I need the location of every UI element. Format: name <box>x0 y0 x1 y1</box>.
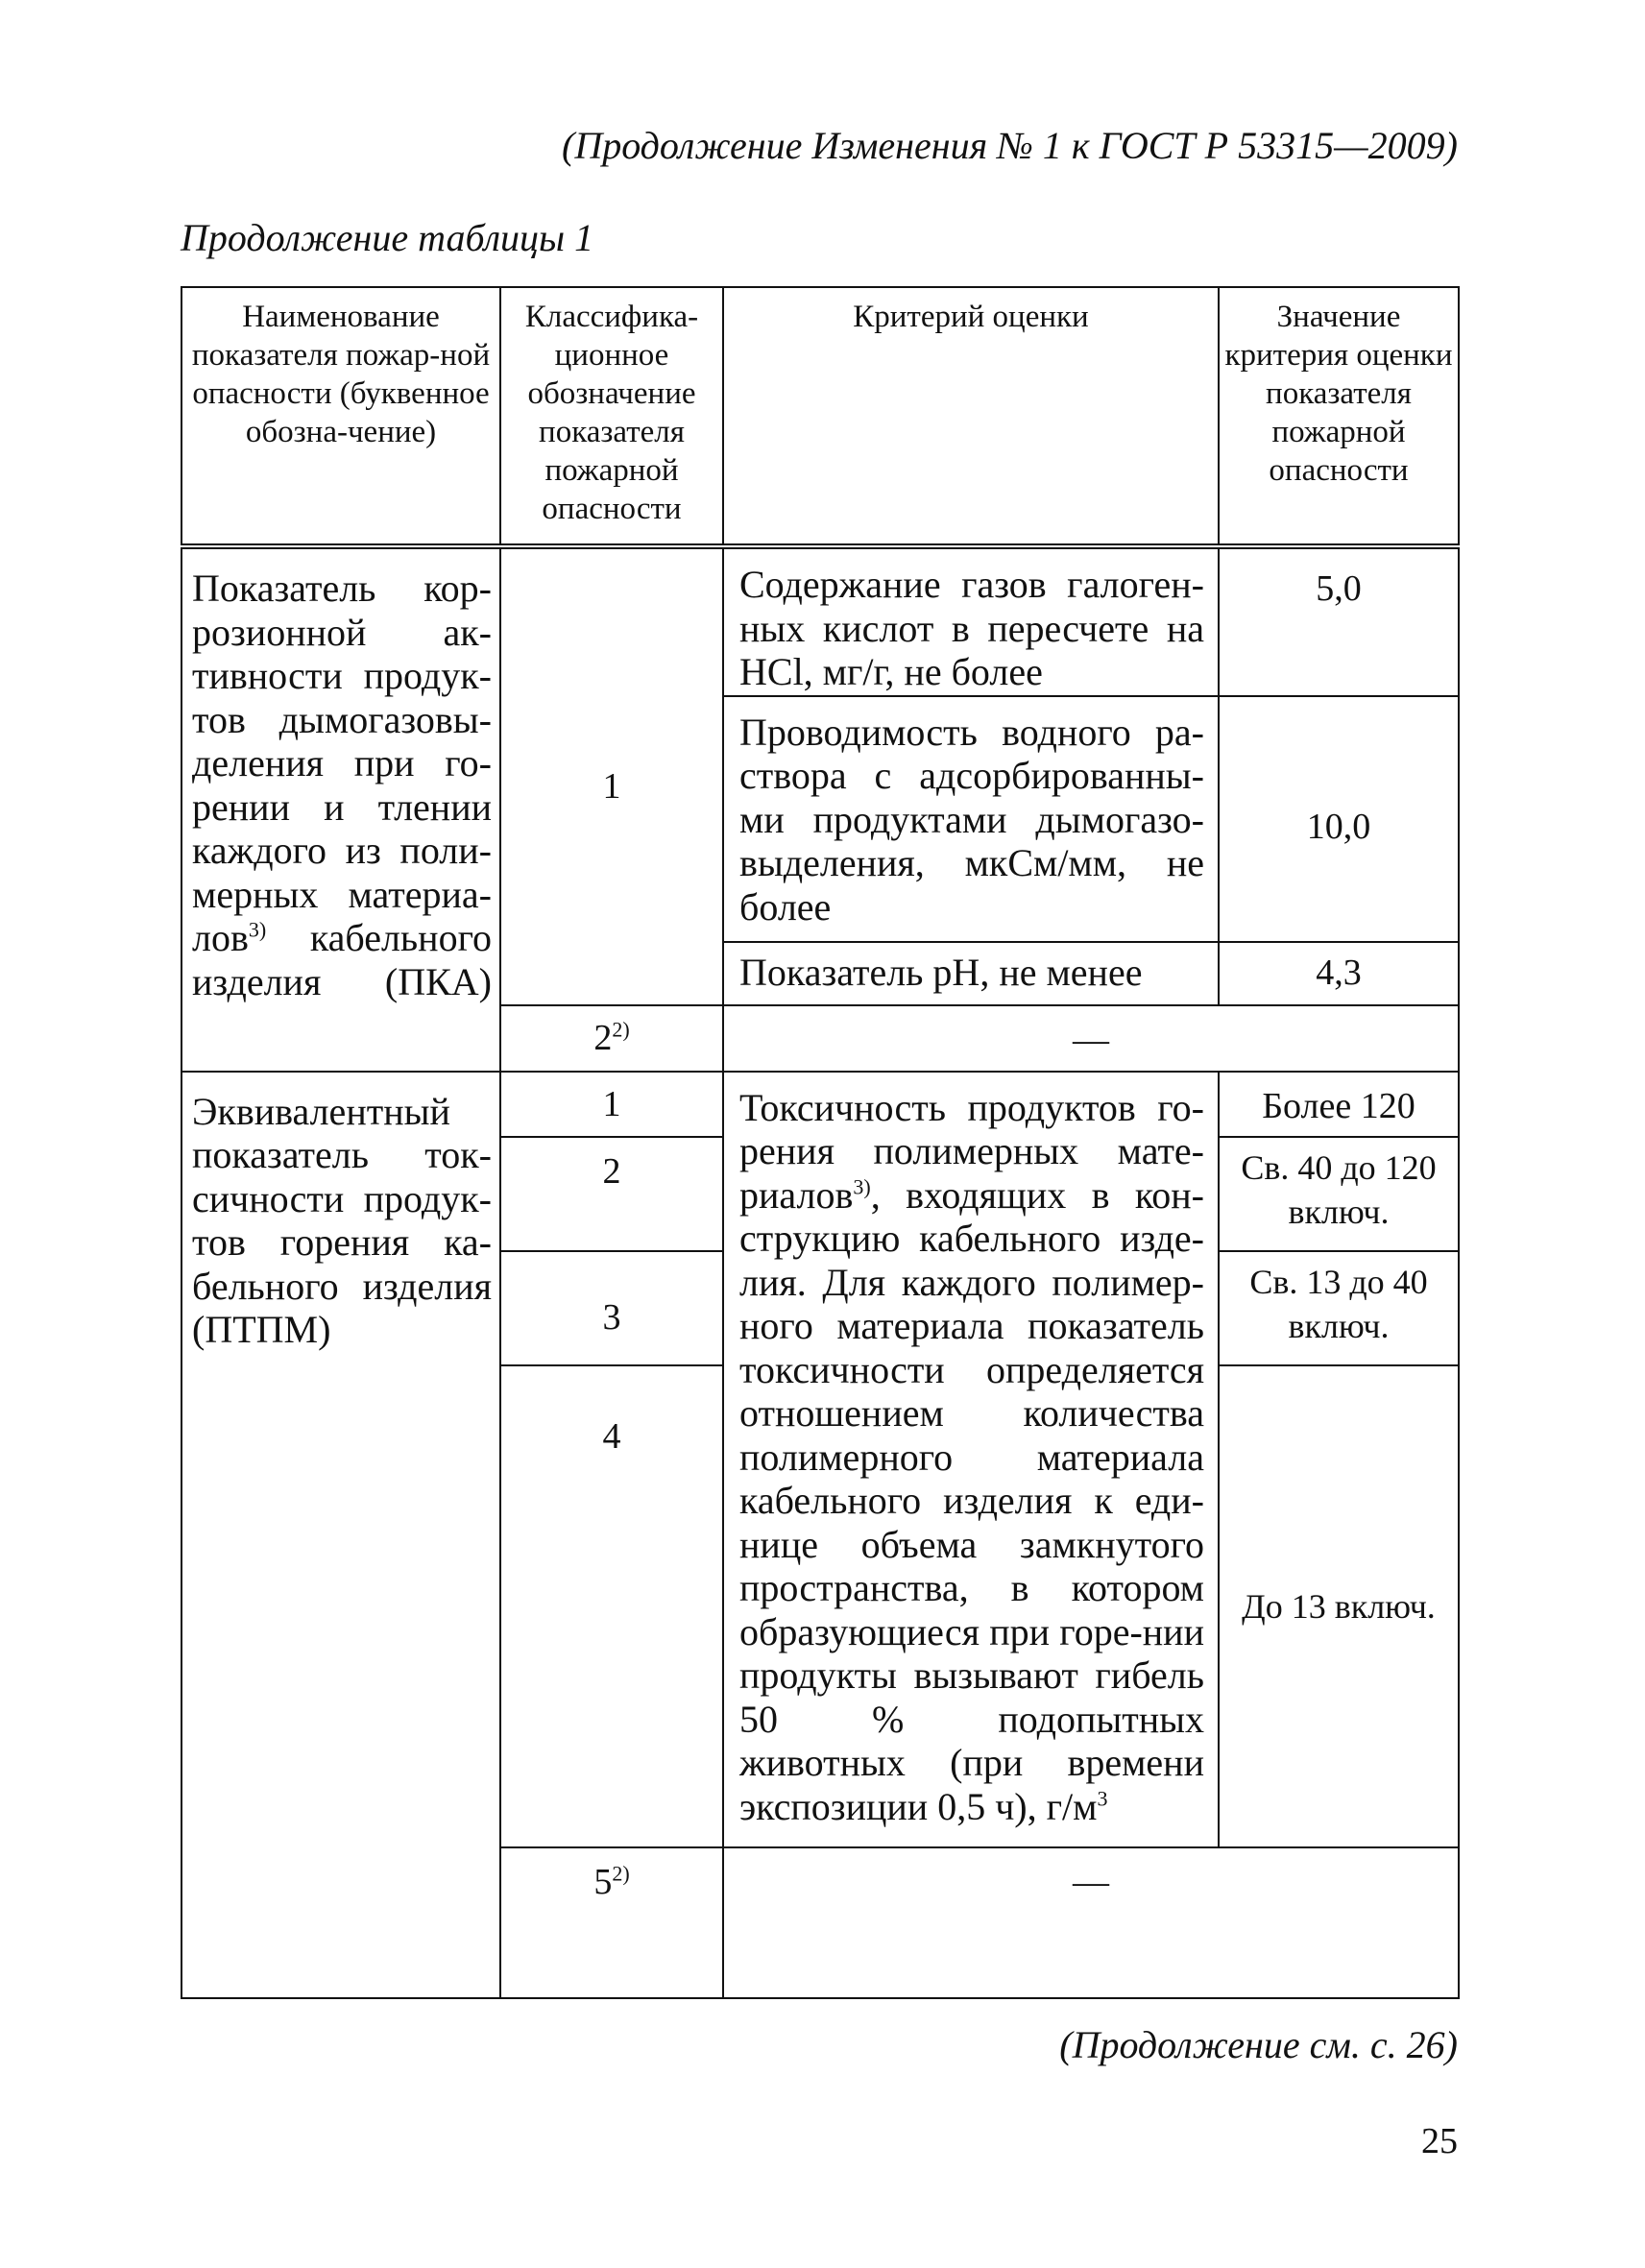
pka-class-1: 1 <box>500 546 723 1005</box>
ptpm-class-1: 1 <box>500 1072 723 1138</box>
ptpm-class-4: 4 <box>500 1365 723 1847</box>
pka-criterion-ph: Показатель pH, не менее <box>723 942 1219 1006</box>
pka-criterion-conductivity: Проводимость водного ра-створа с адсорбированны-ми продуктами дымогазо-выделения, мкСм/мм, не более <box>723 696 1219 942</box>
ptpm-class-5: 5$^{2)}$ <box>500 1847 723 1998</box>
pka-indicator-name: Показатель кор-розионной ак-тивности продук-тов дымогазовы-деления при го-рении и тлении каждого из поли-мерных материа-лов$^{3)}$ кабельного изделия (ПКА) <box>181 546 500 1072</box>
ptpm-value-2: Св. 40 до 120 включ. <box>1219 1137 1459 1251</box>
ptpm-class-5-dash: — <box>723 1847 1459 1998</box>
ptpm-value-1: Более 120 <box>1219 1072 1459 1138</box>
column-header-value: Значение критерия оценки показателя пожарной опасности <box>1219 287 1459 546</box>
ptpm-value-4: До 13 включ. <box>1219 1365 1459 1847</box>
pka-value-conductivity: 10,0 <box>1219 696 1459 942</box>
fire-hazard-table <box>181 286 1460 1999</box>
table-caption: Продолжение таблицы 1 <box>181 216 594 259</box>
document-header: (Продолжение Изменения № 1 к ГОСТ Р 53315—2009) <box>562 124 1458 167</box>
page-number: 25 <box>1421 2121 1458 2161</box>
ptpm-class-2: 2 <box>500 1137 723 1251</box>
pka-criterion-hcl: Содержание газов галоген-ных кислот в пересчете на HCl, мг/г, не более <box>723 546 1219 696</box>
column-header-name: Наименование показателя пожар-ной опасности (буквенное обозна-чение) <box>181 287 500 546</box>
column-header-criterion: Критерий оценки <box>723 287 1219 546</box>
pka-value-hcl: 5,0 <box>1219 546 1459 696</box>
continuation-note: (Продолжение см. с. 26) <box>1059 2023 1458 2066</box>
ptpm-criterion: Токсичность продуктов го-рения полимерных мате-риалов$^{3)}$, входящих в кон-струкцию кабельного изде-лия. Для каждого полимер-ного материала показатель токсичности определяется отношением количества полимерного материала кабельного изделия к еди-нице объема замкнутого пространства, в котором образующиеся при горе-нии продукты вызывают гибель 50 % подопытных животных (при времени экспозиции 0,5 ч), $г/м^3$ <box>723 1072 1219 1847</box>
pka-value-ph: 4,3 <box>1219 942 1459 1006</box>
column-header-class: Классифика-ционное обозначение показателя пожарной опасности <box>500 287 723 546</box>
ptpm-indicator-name: Эквивалентный показатель ток-сичности продук-тов горения ка-бельного изделия (ПТПМ) <box>181 1072 500 1998</box>
ptpm-class-3: 3 <box>500 1251 723 1365</box>
pka-class-2: 2$^{2)}$ <box>500 1005 723 1072</box>
ptpm-value-3: Св. 13 до 40 включ. <box>1219 1251 1459 1365</box>
pka-class-2-dash: — <box>723 1005 1459 1072</box>
